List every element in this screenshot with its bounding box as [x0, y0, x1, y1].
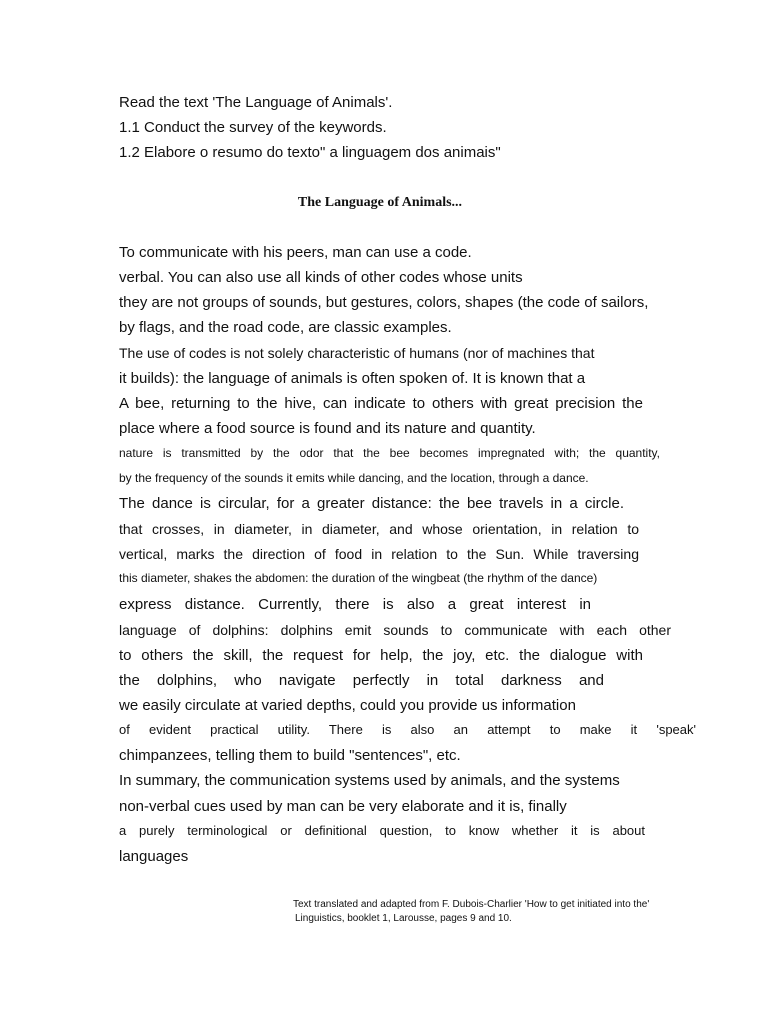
body-line: vertical, marks the direction of food in relation to the Sun. While traversing: [119, 546, 639, 562]
body-line: a purely terminological or definitional question, to know whether it is about: [119, 823, 645, 838]
body-line: language of dolphins: dolphins emit sounds to communicate with each other: [119, 622, 671, 638]
article-title: The Language of Animals...: [297, 195, 463, 210]
body-line: non-verbal cues used by man can be very elaborate and it is, finally: [119, 798, 567, 815]
body-line: this diameter, shakes the abdomen: the duration of the wingbeat (the rhythm of the dance): [119, 571, 598, 585]
instruction-line: 1.1 Conduct the survey of the keywords.: [119, 119, 387, 136]
body-line: that crosses, in diameter, in diameter, and whose orientation, in relation to: [119, 521, 639, 537]
source-credit-line: Linguistics, booklet 1, Larousse, pages 9 and 10.: [295, 913, 512, 924]
body-line: we easily circulate at varied depths, could you provide us information: [119, 697, 576, 714]
body-line: A bee, returning to the hive, can indicate to others with great precision the: [119, 395, 643, 412]
body-line: it builds): the language of animals is often spoken of. It is known that a: [119, 370, 586, 387]
body-line: verbal. You can also use all kinds of other codes whose units: [119, 269, 523, 286]
body-line: express distance. Currently, there is also a great interest in: [119, 596, 591, 613]
body-line: place where a food source is found and its nature and quantity.: [119, 420, 536, 437]
body-line: To communicate with his peers, man can use a code.: [119, 244, 472, 261]
body-line: In summary, the communication systems used by animals, and the systems: [119, 772, 620, 789]
body-line: nature is transmitted by the odor that the bee becomes impregnated with; the quantity,: [119, 446, 660, 460]
instruction-line: 1.2 Elabore o resumo do texto" a linguagem dos animais": [119, 144, 501, 161]
instruction-line: Read the text 'The Language of Animals'.: [119, 94, 393, 111]
body-line: chimpanzees, telling them to build "sentences", etc.: [119, 747, 461, 764]
source-credit-line: Text translated and adapted from F. Dubois-Charlier 'How to get initiated into the': [293, 899, 650, 910]
body-line: the dolphins, who navigate perfectly in total darkness and: [119, 672, 604, 689]
body-line: by the frequency of the sounds it emits while dancing, and the location, through a dance.: [119, 471, 589, 485]
body-line: they are not groups of sounds, but gestures, colors, shapes (the code of sailors,: [119, 294, 649, 311]
body-line: languages: [119, 848, 189, 865]
body-line: to others the skill, the request for help, the joy, etc. the dialogue with: [119, 647, 643, 664]
body-line: by flags, and the road code, are classic examples.: [119, 319, 452, 336]
body-line: The dance is circular, for a greater distance: the bee travels in a circle.: [119, 495, 624, 512]
body-line: of evident practical utility. There is also an attempt to make it 'speak': [119, 722, 696, 737]
body-line: The use of codes is not solely characteristic of humans (nor of machines that: [119, 345, 595, 361]
